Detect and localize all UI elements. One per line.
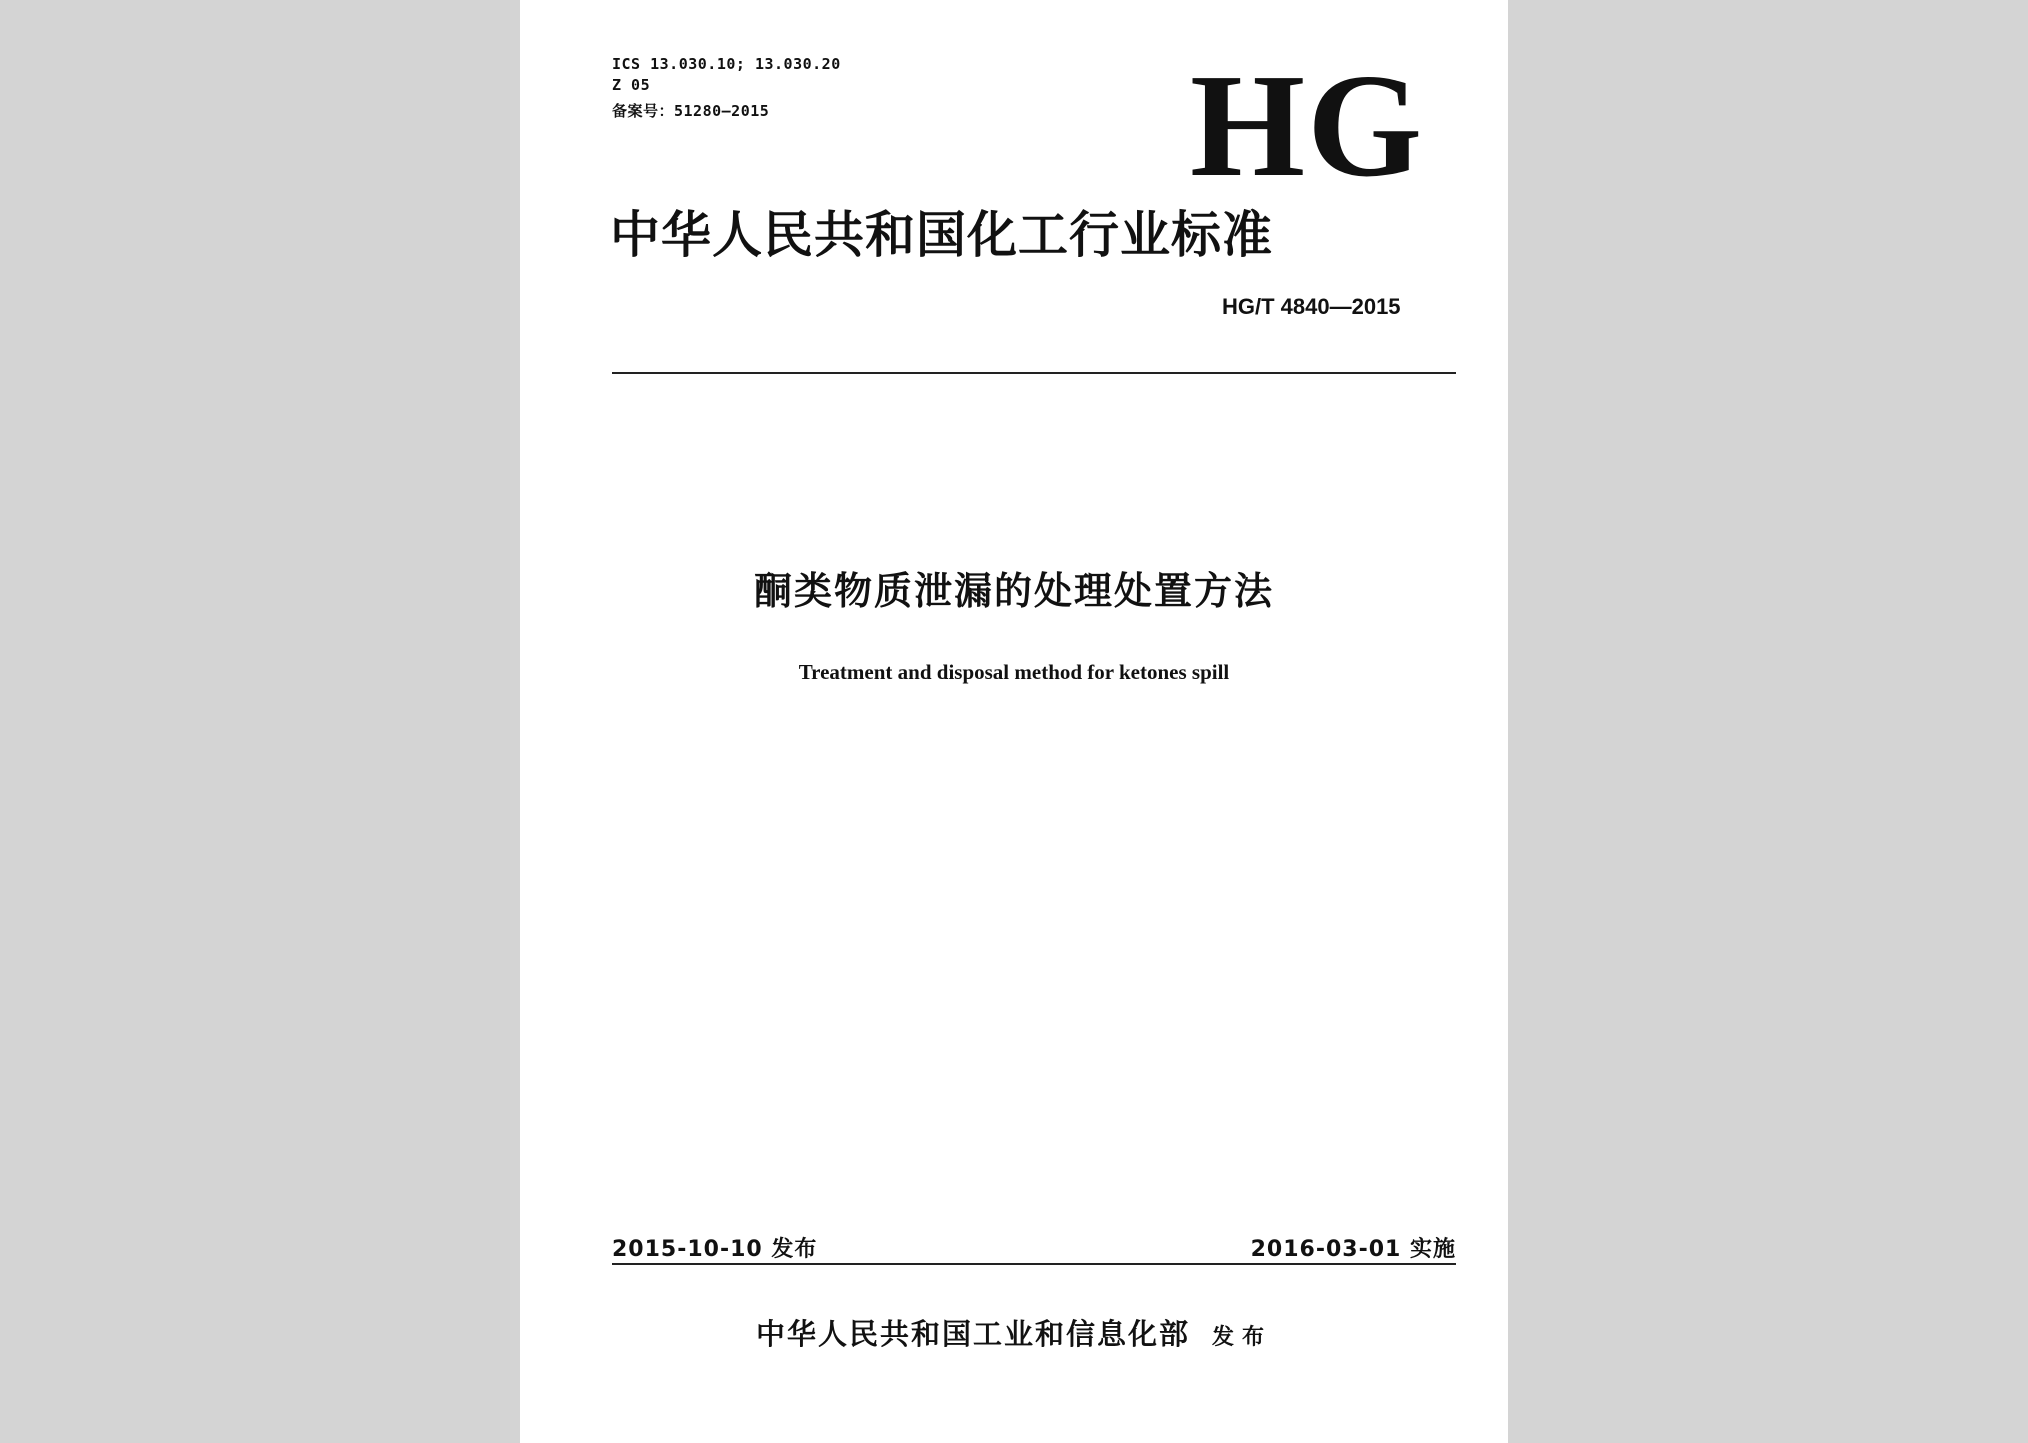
issuer — [520, 1312, 1508, 1353]
header-divider — [612, 372, 1456, 374]
document-page — [520, 0, 1508, 1443]
document-title-zh: 酮类物质泄漏的处理处置方法 — [753, 569, 1274, 613]
filing-number: 备案号：51280—2015 — [612, 102, 770, 120]
effective-date: 2016-03-01 实施 — [1250, 1237, 1456, 1262]
hg-logo: HG — [1190, 44, 1425, 208]
issuer-suffix: 发布 — [1212, 1325, 1273, 1350]
issuer-name: 中华人民共和国工业和信息化部 — [755, 1317, 1190, 1351]
document-title-en: Treatment and disposal method for ketones spill — [798, 660, 1230, 684]
ics-code: ICS 13.030.10; 13.030.20 — [612, 55, 841, 73]
issue-date: 2015-10-10 发布 — [612, 1237, 818, 1262]
footer-divider — [612, 1263, 1456, 1265]
standard-title: 中华人民共和国化工行业标准 — [610, 206, 1273, 264]
ccs-code: Z 05 — [612, 76, 651, 94]
standard-number: HG/T 4840—2015 — [1222, 294, 1401, 319]
